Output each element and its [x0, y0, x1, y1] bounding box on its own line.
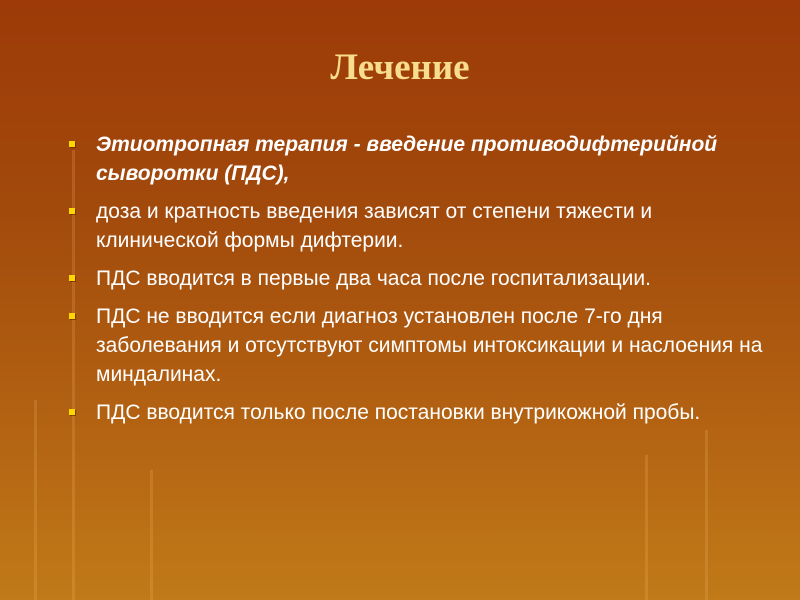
decorative-stripe: [645, 455, 648, 600]
bullet-text: ПДС не вводится если диагноз установлен после 7-го дня заболевания и отсутствуют симптомы интоксикации и наслоения на миндалинах.: [96, 305, 763, 386]
decorative-stripe: [34, 400, 37, 600]
slide-title: Лечение: [330, 47, 470, 88]
bullet-item: [66, 302, 766, 389]
bullet-text: доза и кратность введения зависят от степени тяжести и клинической формы дифтерии.: [96, 200, 653, 252]
square-bullet-icon: [69, 208, 75, 214]
square-bullet-icon: [69, 409, 75, 415]
decorative-stripe: [150, 470, 153, 600]
bullet-text: ПДС вводится в первые два часа после госпитализации.: [96, 267, 651, 290]
bullet-item: [66, 398, 766, 427]
bullet-item: [66, 264, 766, 293]
bullet-list: [66, 130, 766, 436]
decorative-stripe: [705, 430, 708, 600]
square-bullet-icon: [69, 313, 75, 319]
square-bullet-icon: [69, 275, 75, 281]
bullet-item: [66, 197, 766, 255]
bullet-item: [66, 130, 766, 188]
bullet-text: ПДС вводится только после постановки внутрикожной пробы.: [96, 401, 701, 424]
bullet-text: Этиотропная терапия - введение противодифтерийной сыворотки (ПДС),: [96, 133, 718, 185]
square-bullet-icon: [69, 141, 75, 147]
